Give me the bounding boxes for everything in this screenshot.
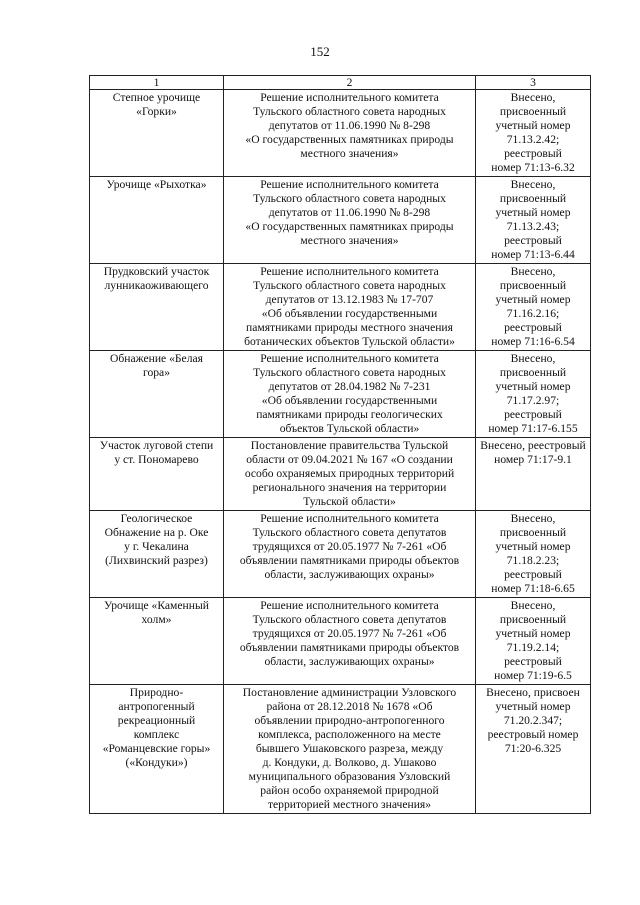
registry-status-cell: Внесено, присвоен учетный номер 71.20.2.347; реестровый номер 71:20-6.325: [476, 685, 591, 814]
registry-status-cell: Внесено, присвоенный учетный номер 71.19.2.14; реестровый номер 71:19-6.5: [476, 598, 591, 685]
page-number: 152: [310, 44, 330, 59]
registry-table: [89, 75, 591, 814]
document-cell: Решение исполнительного комитета Тульского областного совета депутатов трудящихся от 20.05.1977 № 7-261 «Об объявлении памятниками природы объектов области, заслуживающих охраны»: [224, 598, 476, 685]
registry-status-cell: Внесено, присвоенный учетный номер 71.18.2.23; реестровый номер 71:18-6.65: [476, 511, 591, 598]
table-row: [90, 438, 591, 511]
document-cell: Решение исполнительного комитета Тульского областного совета народных депутатов от 13.12.1983 № 17-707 «Об объявлении государственными памятниками природы местного значения ботанических объектов Тульской области»: [224, 264, 476, 351]
table-row: [90, 90, 591, 177]
registry-status-cell: Внесено, присвоенный учетный номер 71.13.2.42; реестровый номер 71:13-6.32: [476, 90, 591, 177]
document-cell: Постановление правительства Тульской области от 09.04.2021 № 167 «О создании особо охраняемых природных территорий регионального значения на территории Тульской области»: [224, 438, 476, 511]
registry-status-cell: Внесено, присвоенный учетный номер 71.13.2.43; реестровый номер 71:13-6.44: [476, 177, 591, 264]
document-cell: Решение исполнительного комитета Тульского областного совета народных депутатов от 28.04.1982 № 7-231 «Об объявлении государственными памятниками природы геологических объектов Тульской области»: [224, 351, 476, 438]
table-header-row: [90, 76, 591, 90]
table-row: [90, 511, 591, 598]
document-cell: Решение исполнительного комитета Тульского областного совета депутатов трудящихся от 20.05.1977 № 7-261 «Об объявлении памятниками природы объектов области, заслуживающих охраны»: [224, 511, 476, 598]
table-row: [90, 685, 591, 814]
table-row: [90, 598, 591, 685]
object-name-cell: Обнажение «Белая гора»: [90, 351, 224, 438]
registry-status-cell: Внесено, реестровый номер 71:17-9.1: [476, 438, 591, 511]
object-name-cell: Степное урочище «Горки»: [90, 90, 224, 177]
object-name-cell: Геологическое Обнажение на р. Оке у г. Чекалина (Лихвинский разрез): [90, 511, 224, 598]
column-header: 3: [476, 76, 591, 90]
registry-status-cell: Внесено, присвоенный учетный номер 71.17.2.97; реестровый номер 71:17-6.155: [476, 351, 591, 438]
object-name-cell: Урочище «Каменный холм»: [90, 598, 224, 685]
object-name-cell: Урочище «Рыхотка»: [90, 177, 224, 264]
column-header: 2: [224, 76, 476, 90]
table-row: [90, 351, 591, 438]
registry-status-cell: Внесено, присвоенный учетный номер 71.16.2.16; реестровый номер 71:16-6.54: [476, 264, 591, 351]
object-name-cell: Природно- антропогенный рекреационный комплекс «Романцевские горы» («Кондуки»): [90, 685, 224, 814]
document-cell: Постановление администрации Узловского района от 28.12.2018 № 1678 «Об объявлении природно-антропогенного комплекса, расположенного на месте бывшего Ушаковского разреза, между д. Кондуки, д. Волково, д. Ушаково муниципального образования Узловский район особо охраняемой природной территорией местного значения»: [224, 685, 476, 814]
table-row: [90, 264, 591, 351]
object-name-cell: Участок луговой степи у ст. Пономарево: [90, 438, 224, 511]
object-name-cell: Прудковский участок лунникаоживающего: [90, 264, 224, 351]
document-cell: Решение исполнительного комитета Тульского областного совета народных депутатов от 11.06.1990 № 8-298 «О государственных памятниках природы местного значения»: [224, 90, 476, 177]
document-cell: Решение исполнительного комитета Тульского областного совета народных депутатов от 11.06.1990 № 8-298 «О государственных памятниках природы местного значения»: [224, 177, 476, 264]
column-header: 1: [90, 76, 224, 90]
table-row: [90, 177, 591, 264]
